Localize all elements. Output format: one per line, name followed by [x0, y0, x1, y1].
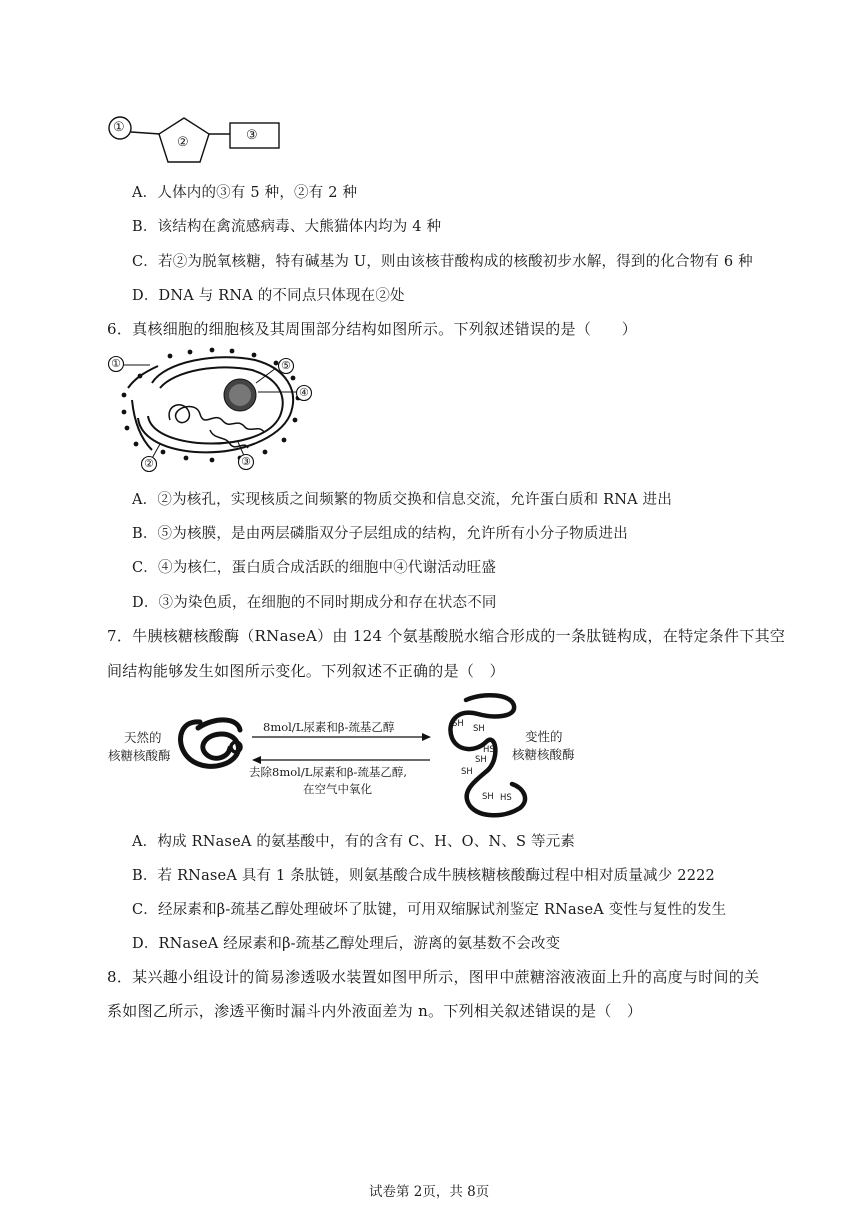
q7-option-d: D．RNaseA 经尿素和β-巯基乙醇处理后，游离的氨基数不会改变	[132, 936, 561, 952]
denatured-enzyme-label-2: 核糖核酸酶	[512, 747, 575, 762]
sugar-label: ②	[177, 135, 189, 150]
q8-stem-line1: 8．某兴趣小组设计的简易渗透吸水装置如图甲所示，图甲中蔗糖溶液液面上升的高度与时间的关	[107, 968, 760, 986]
native-enzyme-label-1: 天然的	[124, 730, 162, 745]
q8-stem-line2: 系如图乙所示，渗透平衡时漏斗内外液面差为 n。下列相关叙述错误的是（ ）	[107, 1002, 643, 1020]
sh-label: SH	[482, 792, 494, 802]
base-label: ③	[246, 128, 258, 143]
q5-option-c: C．若②为脱氧核糖，特有碱基为 U，则由该核苷酸构成的核酸初步水解，得到的化合物有 6 种	[132, 254, 753, 270]
q6-option-c: C．④为核仁，蛋白质合成活跃的细胞中④代谢活动旺盛	[132, 560, 497, 576]
q6-option-a: A．②为核孔，实现核质之间频繁的物质交换和信息交流，允许蛋白质和 RNA 进出	[132, 492, 673, 508]
native-enzyme-label-2: 核糖核酸酶	[108, 748, 171, 763]
denatured-enzyme-label-1: 变性的	[525, 729, 563, 744]
q7-option-c: C．经尿素和β-巯基乙醇处理破坏了肽键，可用双缩脲试剂鉴定 RNaseA 变性与复性的发生	[132, 902, 727, 918]
q6-stem: 6．真核细胞的细胞核及其周围部分结构如图所示。下列叙述错误的是（ ）	[107, 320, 638, 338]
phosphate-label: ①	[113, 120, 125, 135]
sh-label: SH	[461, 767, 473, 777]
sh-label: HS	[483, 745, 495, 755]
nucleus-label-4: ④	[299, 386, 309, 399]
q7-option-b: B．若 RNaseA 具有 1 条肽链，则氨基酸合成牛胰核糖核酸酶过程中相对质量减少 2222	[132, 868, 715, 884]
q5-option-a: A．人体内的③有 5 种，②有 2 种	[132, 185, 358, 201]
q7-stem-line2: 间结构能够发生如图所示变化。下列叙述不正确的是（ ）	[107, 662, 505, 680]
q7-stem-line1: 7．牛胰核糖核酸酶（RNaseA）由 124 个氨基酸脱水缩合形成的一条肽链构成，在特定条件下其空	[107, 627, 786, 645]
q5-option-b: B．该结构在禽流感病毒、大熊猫体内均为 4 种	[132, 219, 442, 235]
nucleus-label-5: ⑤	[281, 359, 291, 372]
q6-option-d: D．③为染色质，在细胞的不同时期成分和存在状态不同	[132, 595, 497, 611]
renature-condition-1: 去除8mol/L尿素和β-巯基乙醇,	[249, 765, 408, 779]
denature-condition: 8mol/L尿素和β-巯基乙醇	[263, 720, 395, 734]
q7-option-a: A．构成 RNaseA 的氨基酸中，有的含有 C、H、O、N、S 等元素	[132, 834, 576, 850]
q6-option-b: B．⑤为核膜，是由两层磷脂双分子层组成的结构，允许所有小分子物质进出	[132, 526, 628, 542]
sh-label: SH	[452, 719, 464, 729]
nucleus-label-2: ②	[144, 457, 154, 470]
sh-label: SH	[473, 724, 485, 734]
nucleus-label-3: ③	[241, 455, 251, 468]
sh-label: SH	[475, 755, 487, 765]
page-footer: 试卷第 2页，共 8页	[369, 1184, 490, 1200]
renature-condition-2: 在空气中氧化	[303, 782, 372, 796]
sh-label: HS	[500, 793, 512, 803]
q5-option-d: D．DNA 与 RNA 的不同点只体现在②处	[132, 288, 405, 304]
nucleus-label-1: ①	[111, 357, 121, 370]
